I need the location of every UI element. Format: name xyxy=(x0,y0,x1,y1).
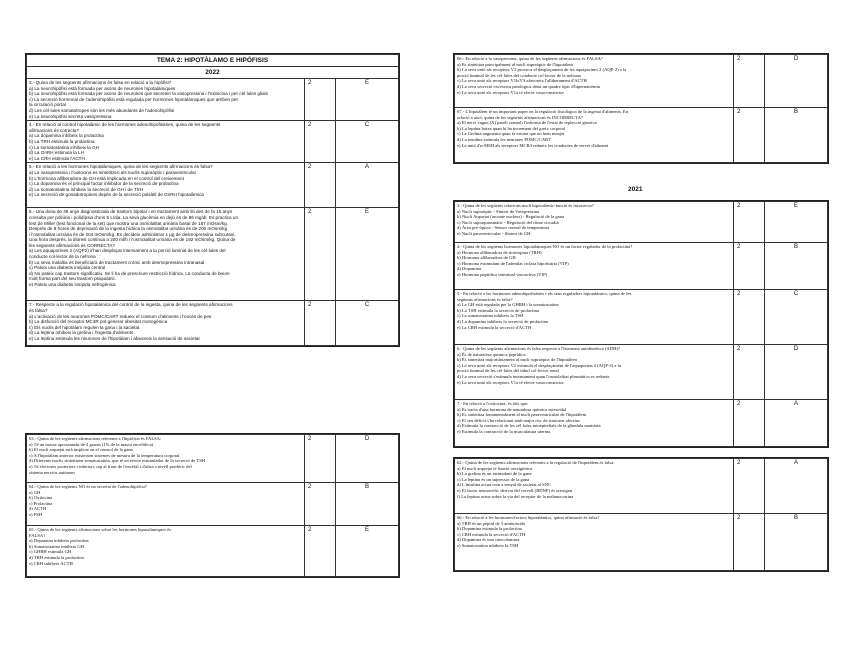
question-row xyxy=(27,121,399,163)
question-count: 2 xyxy=(734,55,765,108)
question-count: 2 xyxy=(734,345,765,400)
answer-letter: B xyxy=(765,514,828,571)
question-line: b) La neurohipòfisi està formada per axons de neurones que secreten la vasopressina i l'oxitocina i per cèl·lules glials xyxy=(29,91,268,97)
question-row xyxy=(27,163,399,208)
answer-letter: C xyxy=(336,301,399,346)
question-line: b) Nucli Arquejat (arcuate nucleus) - Regulació de la gana xyxy=(457,214,565,220)
question-line: d) La leptina inhibeix la grelina i l'ingesta d'aliments xyxy=(29,330,134,336)
question-row xyxy=(27,301,399,346)
left-bottom-block xyxy=(25,433,400,578)
question-count: 2 xyxy=(305,163,336,208)
question-line: d) Dopamina xyxy=(457,266,482,272)
question-line: e) La leptina estimula les neurones de l'hipotàlam i afavoreix la sensació de sacietat xyxy=(29,335,200,341)
question-line: a) És de naturalesa química peptídica xyxy=(457,351,526,357)
question-line: c) La somatostatina inhibeix la TSH xyxy=(457,313,524,319)
question-line: a) La vasopressina i l'oxitocina es sintetitzen als nuclis supraòptic i paraventricular xyxy=(29,169,197,175)
question-line: a) GH xyxy=(29,489,41,495)
question-count: 2 xyxy=(734,202,765,243)
question-row xyxy=(27,79,399,121)
question-row xyxy=(27,483,399,526)
question-line: la circulació portal xyxy=(29,102,66,108)
question-line: a) Dopamina inhibeix prolactina xyxy=(29,538,89,544)
question-line: b) Oxitocina xyxy=(29,495,53,501)
question-line: a) Es tracta d'una hormona de naturalesa química esteroïdal xyxy=(457,406,567,412)
question-line: d) Estimula la contracció de les cèl·lules mioepitelials de la glàndula mamària xyxy=(457,423,601,429)
question-line: següents afirmacions és falsa? xyxy=(457,296,513,302)
question-row xyxy=(27,526,399,577)
question-line: e) Somatostatina inhibeix la TSH xyxy=(457,542,519,548)
question-line: e) La neurohipòfisi secreta vasopressina xyxy=(29,113,112,119)
question-line: Una hora després, la diüresi continua a 200 ml/h i l'osmolalitat urinària és de 192 mOsm/kg. Quina de xyxy=(29,237,236,243)
question-line: c) Hormona estimulant de l'adenilat ciclasa hipofisària (VIP) xyxy=(457,260,569,266)
question-line: e) CRH inhibeix ACTH xyxy=(29,560,73,566)
question-text xyxy=(27,301,305,346)
right-top-block xyxy=(453,53,829,164)
question-row xyxy=(455,202,828,243)
question-line: c) GHRH estimula GH xyxy=(29,549,72,555)
question-line: e) Nucli paraventricular - Síntesi de GH xyxy=(457,230,531,236)
answer-letter: A xyxy=(765,459,828,514)
question-line: b) La disfunció del receptor MC4R pot generar obesitat monogènica xyxy=(29,319,168,325)
left-top-table xyxy=(26,54,399,346)
question-line: d) La seva secreció excessiva patològica dóna un quadre típic d'hipernatrèmia xyxy=(457,83,600,89)
question-row xyxy=(455,55,828,108)
question-text xyxy=(455,345,734,400)
question-line: c) La seva unió als receptors V2 estimula el desplaçament de l'aquaporina 2 (AQP-2) a la xyxy=(457,362,621,368)
question-line: b) L'hormona alliberadora de GH està implicada en el control del creixement xyxy=(29,175,184,181)
answer-letter: C xyxy=(765,290,828,345)
answer-letter: E xyxy=(336,79,399,121)
answer-letter: D xyxy=(336,435,399,483)
question-line: d) Àrea pre-òptica - Sensor central de temperatura xyxy=(457,225,550,231)
year-2021-label: 2021 xyxy=(628,186,643,193)
question-line: c) El seu dèficit s'ha relacionat amb major risc de trastorns afectius xyxy=(457,417,580,423)
year-2022-label: 2022 xyxy=(27,67,399,79)
question-line: d) La GnRH estimula la LH xyxy=(29,150,84,156)
question-line: c) La Grelina augmenta quan fa estona que no hem menjat xyxy=(457,131,565,137)
question-line: 5.- En relació a les hormones adenohipofisàries i els seus reguladors hipotalàmics, quina de les xyxy=(457,291,632,296)
question-line: c) La somatostatina inhibeix la GH xyxy=(29,144,99,150)
question-row xyxy=(455,400,828,447)
question-line: e) La unió d'α-MSH als receptors MCR4 redueix les conductes de servei d'aliment xyxy=(457,142,609,148)
question-line: e) Té efectores posteriors i inferiors cap al front de l'encèfal i d'altra a nivell perifèric del xyxy=(29,463,192,469)
question-count: 2 xyxy=(734,108,765,163)
question-line: porció luminal de les cèl·lules del túbul col·lector renal xyxy=(457,368,559,374)
answer-letter: C xyxy=(336,121,399,163)
question-count: 2 xyxy=(305,435,336,483)
question-line: a) L'activació de les neurones POMC/CART redueix el consum d'aliments i l'excés de pes xyxy=(29,313,212,319)
page-title: TEMA 2: HIPOTÀLAMO E HIPÒFISIS xyxy=(27,55,399,67)
question-text xyxy=(27,79,305,121)
answer-letter: A xyxy=(336,163,399,208)
question-line: porció luminal de les cèl·lules del conducte col·lector de la nefrona xyxy=(457,72,581,78)
answer-letter: B xyxy=(765,243,828,290)
question-row xyxy=(455,514,828,571)
question-row xyxy=(455,459,828,514)
question-line: e) FSH xyxy=(29,511,43,517)
question-count: 2 xyxy=(305,483,336,526)
question-line: sistema nerviós autònom xyxy=(29,469,75,475)
question-text xyxy=(455,243,734,290)
question-line: d) Les cèl·lules somatotropes són les més abundants de l'adenohipòfisi xyxy=(29,107,175,113)
question-count: 2 xyxy=(734,514,765,571)
question-line: és falsa? xyxy=(29,307,48,313)
question-text xyxy=(27,435,305,483)
question-row xyxy=(455,290,828,345)
question-count: 2 xyxy=(305,121,336,163)
question-line: a) TRH és un pèptid de 3 aminoàcids xyxy=(457,520,526,526)
question-line: b) La seva unió als receptors V2 provoca el desplaçament de les aquaporines 2 (AQP-2) a la xyxy=(457,67,627,73)
question-line: c) La seva unió als receptors V1b/V3 afavoreix l'alliberament d'ACTH xyxy=(457,78,587,84)
question-line: a) La GH està regulada per la GHRH i la somatostatina xyxy=(457,302,559,308)
question-line: 4.- En relació al control hipotalàmic de les hormones adenohipofisàries, quina de les següents xyxy=(29,122,221,128)
question-line: c) Nucli supraquiasmàtic - Regulació del ritme circadià xyxy=(457,219,559,225)
question-row xyxy=(455,108,828,163)
question-text xyxy=(27,163,305,208)
question-count: 2 xyxy=(305,526,336,577)
question-line: b) La grelina és un estimulant de la gana xyxy=(457,471,532,477)
question-line: a) Nucli supraòptic - Síntesi de Vasopressina xyxy=(457,208,540,214)
question-line: e) El factor neurotròfic derivat del cervell (BDNF) és orexigen xyxy=(457,487,573,493)
question-line: c) La secreció hormonal de l'adenohipòfisi està regulada per hormones hipotalàmiques que arriben per xyxy=(29,96,238,102)
question-line: 6.- Una dona de 48 anys diagnosticada de trastorn bipolar i en tractament amb liti des de fa 15 anys xyxy=(29,209,233,215)
question-line: d) L'insulina actua com a senyal de sacietat al SNC xyxy=(457,482,552,488)
right-top-table xyxy=(454,54,828,163)
question-row xyxy=(27,435,399,483)
question-line: c) La leptina és un supressor de la gana xyxy=(457,476,530,482)
question-line: b) Es sintetitza majoritàriament al nucli supraòptic de l'hipotàlem xyxy=(457,357,577,363)
question-line: 62.- Quina de les següents afirmacions referents a la regulació de l'hipotàlem és falsa: xyxy=(457,460,615,465)
question-line: conducte col·lector de la nefrona xyxy=(29,254,96,260)
answer-letter: B xyxy=(765,108,828,163)
question-text xyxy=(455,55,734,108)
question-line: 7.- En relació a l'oxitocina, és fals que: xyxy=(457,401,529,406)
question-line: b) La leptina baixa quan hi ha increment del greix corporal xyxy=(457,125,566,131)
question-line: b) Hormona alliberadora de GH xyxy=(457,255,516,261)
right-mid-block xyxy=(453,200,829,448)
question-count: 2 xyxy=(734,243,765,290)
question-line: c) Els nuclis del hipotàlam regulen la gana i la sacietat xyxy=(29,324,140,330)
question-line: d) La somatostatina inhibeix la secreció de GH i de TSH xyxy=(29,186,144,192)
question-line: d) La dopamina inhibeix la secreció de prolactina xyxy=(457,318,548,324)
question-line: c) A l'hipotàlam anterior existeixen sistemes de mesura de la temperatura corporal xyxy=(29,452,180,458)
left-top-block xyxy=(25,53,400,347)
question-line: b) Somatostatina inhibeix GH xyxy=(29,543,84,549)
question-line: consulta per poliúria i polidípsia d'uns 5 L/dia. La seva glucèmia en dejú és de 86 mg/dl. Es practica un xyxy=(29,214,238,220)
question-line: b) La TSH estimula la secreció de prolactina xyxy=(457,307,539,313)
question-line: molt forma part del seu trastorn psiquiàtric. xyxy=(29,276,117,282)
question-line: f) La leptina actua sobre la via del receptor de la melanocortina xyxy=(457,493,574,499)
question-text xyxy=(27,208,305,301)
question-line: e) Hormona peptídica intestinal vasoactiva (VIP) xyxy=(457,271,548,277)
question-line: 63.- Quina de les següents afirmacions referents a l'hipòfisis és FALSA: xyxy=(29,436,162,441)
question-line: e) La seva unió als receptors V1a té efecte vasoconstrictor xyxy=(457,89,564,95)
question-line: a) La dopamina inhibeix la prolactina xyxy=(29,133,104,139)
question-line: Després de 6 hores de deprivació de la ingesta hídrica la osmolalitat urinària és de 200 mOsm/kg xyxy=(29,226,228,232)
question-line: a) El nucli arquejat té funció orexigènica xyxy=(457,465,532,471)
question-line: 67.- L'hipotàlem té un important paper en la regulació fisiològica de la ingesta d'aliments. En xyxy=(457,109,629,114)
question-text xyxy=(455,290,734,345)
question-count: 2 xyxy=(734,459,765,514)
question-line: d) ACTH xyxy=(29,506,47,512)
question-line: c) CRH estimula la secreció d'ACTH xyxy=(457,531,526,537)
answer-letter: E xyxy=(765,202,828,243)
question-line: 65.- Quina de les següents afirmacions sobre les hormones hipotalàmiques és xyxy=(29,527,171,532)
question-line: 3.- Quina de les següents afirmacions és falsa en relació a la hipòfisi? xyxy=(29,80,172,85)
question-line: a) Es sintetitza principalment al nucli supraòptic de l'hipotàlem xyxy=(457,61,573,67)
question-line: c) Pateix una diabetis insípida central xyxy=(29,265,106,271)
answer-letter: D xyxy=(765,55,828,108)
question-line: b) La TRH estimula la prolactina xyxy=(29,138,95,144)
question-line: d) No pateix cap trastorn significatiu. Se li ha de prescriure restricció hídrica. La conducta de beure xyxy=(29,270,230,276)
question-text xyxy=(455,459,734,514)
left-bottom-table xyxy=(26,434,399,577)
question-text xyxy=(27,121,305,163)
question-text xyxy=(27,483,305,526)
question-line: 66.- En relació a les hormones/factors hipotalàmics, quina afirmació és falsa? xyxy=(457,515,600,520)
question-count: 2 xyxy=(305,208,336,301)
question-line: afirmacions és correcta? xyxy=(29,127,80,133)
question-row xyxy=(27,208,399,301)
question-text xyxy=(455,514,734,571)
question-line: a) Té un massa aproximada de 4 grams (1% de la massa encefàlica) xyxy=(29,441,154,447)
question-row xyxy=(455,243,828,290)
question-line: d) La seva secreció s'estimula intensament quan l'osmolalitat plasmàtica es redueix xyxy=(457,373,610,379)
right-mid-table xyxy=(454,201,828,447)
question-line: d) TRH estimula la prolactina xyxy=(29,554,84,560)
answer-letter: B xyxy=(336,483,399,526)
question-line: 3.- Quina de les següents relacions nucli hipotalàmic-funció és incorrecta? xyxy=(457,203,594,208)
question-line: 66.- En relació a la vasopressina, quina de les següents afirmacions és FALSA? xyxy=(457,56,603,61)
question-line: b) La seva malaltia es beneficiarà de tractament crònic amb desmopressina intranasal xyxy=(29,259,205,265)
question-count: 2 xyxy=(734,290,765,345)
question-text xyxy=(455,202,734,243)
question-line: a) Les aquaporines 2 (AQP2) s'han desplaçat intensament a la porció luminal de les cèl·lules del xyxy=(29,248,226,254)
question-line: d) Diferents nuclis sintetitzen somatostatina, que té un efecte estimulador de la secreció de TSH xyxy=(29,458,206,464)
question-line: d) La insulina estimula les neurones POMC/CART xyxy=(457,136,551,142)
answer-letter: A xyxy=(765,400,828,447)
question-line: c) Prolactina xyxy=(29,500,53,506)
right-bottom-block xyxy=(453,457,829,572)
question-line: e) La seva unió als receptors V1a té efecte vasoconstrictor xyxy=(457,379,564,385)
question-line: i l'osmolalitat urinària és de 204 mOsm/kg. Es decideix administrar 1 µg de desmopressina subcutani. xyxy=(29,231,236,237)
question-line: e) La CRH estimula l'ACTH xyxy=(29,155,85,161)
question-line: 7.- Respecte a la regulació hipotalàmica del control de la ingesta, quina de les següents afirmacions xyxy=(29,302,233,308)
question-line: b) El nucli arquejat està implicat en el control de la gana xyxy=(29,447,133,453)
question-line: FALSA? xyxy=(29,532,46,538)
question-line: a) Hormona alliberadora de tirotropina (TRH) xyxy=(457,249,542,255)
question-line: b) Dopamina estimula la prolactina xyxy=(457,526,522,532)
question-line: 5.- En relació a les hormones hipotalàmiques, quina de les següents afirmacions és falsa? xyxy=(29,164,213,170)
question-line: e) Pateix una diabetis insípida nefrogènica xyxy=(29,282,116,288)
question-line: e) La CRH estimula la secreció d'ACTH xyxy=(457,324,532,330)
question-line: 6.- Quina de les següents afirmacions és falsa respecte a l'hormona antidiürètica (ADH)? xyxy=(457,346,620,351)
question-count: 2 xyxy=(305,301,336,346)
question-line: e) Estimula la contracció de la musculatura uterina xyxy=(457,428,551,434)
answer-letter: E xyxy=(336,526,399,577)
question-line: a) La neurohipòfisi està formada per axons de neurones hipotalàmiques xyxy=(29,85,176,91)
question-line: 4.- Quina de les següents hormones hipotalàmiques NO és un factor regulador de la prolactina? xyxy=(457,244,633,249)
question-line: b) Es sintetitza fonamentalment al nucli paraventricular de l'hipotàlem xyxy=(457,412,587,418)
question-line: relació a això, quina de les següents afirmacions és INCORRECTA? xyxy=(457,114,583,120)
question-line: les següents afirmacions és CORRECTA? xyxy=(29,242,115,248)
question-row xyxy=(455,345,828,400)
question-text xyxy=(27,526,305,577)
question-line: test de Miller (test funcional de la set) que mostra una osmolalitat urinària basal de 187 mOsm/kg. xyxy=(29,220,228,226)
question-line: 64.- Quina de les següents NO és un secretat de l'adenohipòfisi? xyxy=(29,484,147,489)
question-line: e) La secreció de gonadotropines depèn de la secreció pulsàtil de GnRH hipotalàmica xyxy=(29,192,204,198)
answer-letter: D xyxy=(765,345,828,400)
question-text xyxy=(455,400,734,447)
question-line: d) Dopamina és una catecolamina xyxy=(457,537,520,543)
question-text xyxy=(455,108,734,163)
question-count: 2 xyxy=(734,400,765,447)
question-line: a) El nervi vague (X) parell cranial) l'informa de l'estat de replecció gàstrica xyxy=(457,120,597,126)
question-count: 2 xyxy=(305,79,336,121)
question-line: c) La dopamina és el principal factor inhibidor de la secreció de prolactina xyxy=(29,181,179,187)
answer-letter: E xyxy=(336,208,399,301)
right-bottom-table xyxy=(454,458,828,571)
